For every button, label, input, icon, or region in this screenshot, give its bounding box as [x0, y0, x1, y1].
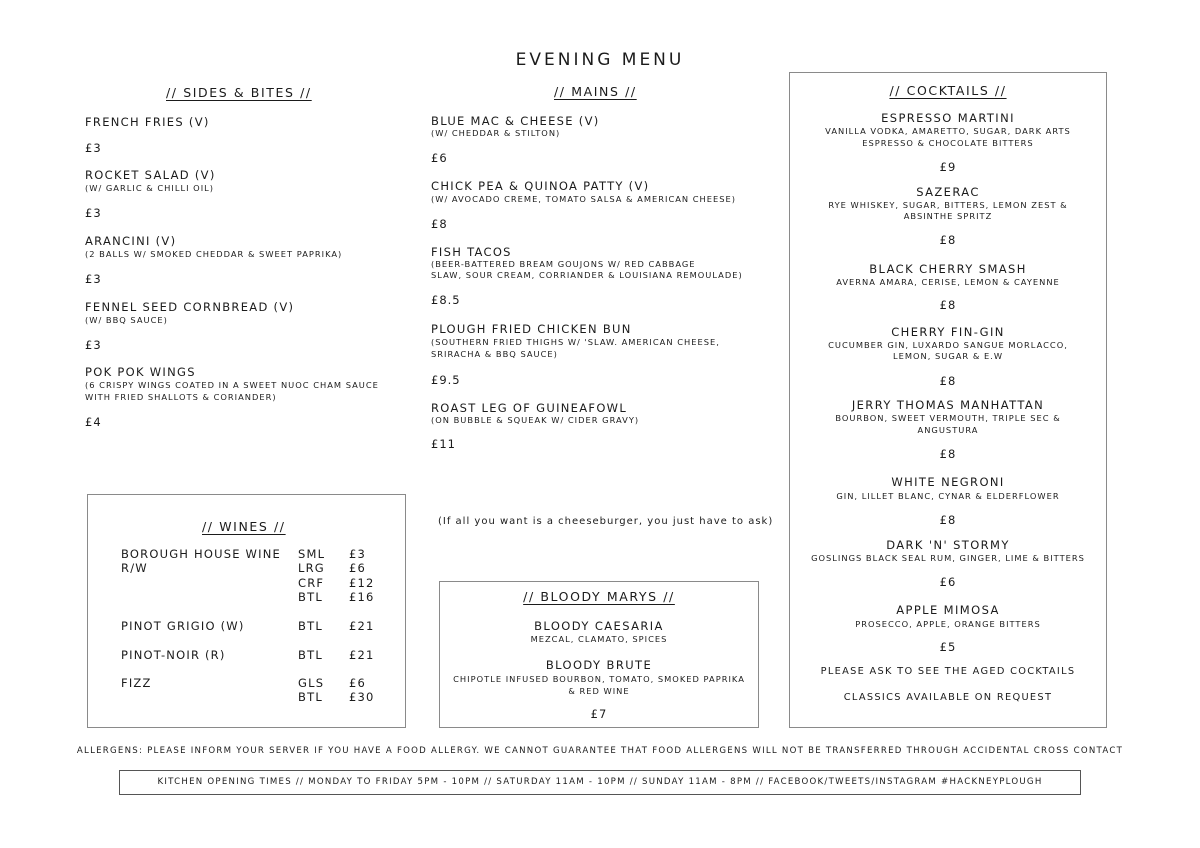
main-item-price: £6: [431, 151, 448, 165]
bloody-mary-desc: & RED WINE: [568, 686, 630, 696]
bloody-mary-name: BLOODY BRUTE: [545, 658, 653, 672]
side-item-desc: (6 CRISPY WINGS COATED IN A SWEET NUOC CHAM SAUCE: [85, 380, 379, 390]
cocktail-price: £8: [939, 298, 957, 312]
bloody-mary-desc: CHIPOTLE INFUSED BOURBON, TOMATO, SMOKED PAPRIKA: [453, 674, 745, 684]
cocktail-desc: LEMON, SUGAR & E.W: [892, 351, 1004, 361]
cocktail-name: JERRY THOMAS MANHATTAN: [851, 398, 1045, 412]
wine-size: BTL: [298, 619, 323, 633]
main-item-name: PLOUGH FRIED CHICKEN BUN: [431, 322, 632, 336]
wine-size: BTL: [298, 590, 323, 604]
wine-price: £12: [349, 576, 375, 590]
cocktail-price: £8: [939, 374, 957, 388]
cocktail-desc: ESPRESSO & CHOCOLATE BITTERS: [862, 138, 1034, 148]
cocktail-price: £5: [939, 640, 957, 654]
cocktail-name: DARK 'N' STORMY: [886, 538, 1010, 552]
allergens-notice: ALLERGENS: PLEASE INFORM YOUR SERVER IF YOU HAVE A FOOD ALLERGY. WE CANNOT GUARANTEE THAT FOOD ALLERGENS WILL NOT BE TRANSFERRED THROUGH ACCIDENTAL CROSS CONTACT: [76, 746, 1124, 756]
cocktail-desc: ABSINTHE SPRITZ: [903, 211, 993, 221]
cocktail-price: £8: [939, 233, 957, 247]
wine-size: LRG: [298, 561, 325, 575]
wine-price: £3: [349, 547, 367, 561]
cocktail-name: SAZERAC: [916, 185, 980, 199]
cocktail-desc: BOURBON, SWEET VERMOUTH, TRIPLE SEC &: [835, 413, 1061, 423]
cocktail-price: £8: [939, 447, 957, 461]
wine-size: SML: [298, 547, 326, 561]
bloody-mary-name: BLOODY CAESARIA: [534, 619, 664, 633]
main-item-desc: (ON BUBBLE & SQUEAK W/ CIDER GRAVY): [431, 415, 640, 425]
cocktail-name: CHERRY FIN-GIN: [891, 325, 1005, 339]
wine-name: FIZZ: [121, 676, 152, 690]
wine-price: £6: [349, 676, 367, 690]
wine-name: PINOT GRIGIO (W): [121, 619, 245, 633]
side-item-name: FRENCH FRIES (V): [85, 115, 210, 129]
kitchen-times: KITCHEN OPENING TIMES // MONDAY TO FRIDAY 5PM - 10PM // SATURDAY 11AM - 10PM // SUNDAY 11AM - 8PM // FACEBOOK/TWEETS/INSTAGRAM #HACKNEYPLOUGH: [157, 777, 1043, 787]
side-item-price: £3: [85, 338, 102, 352]
cocktail-desc: GOSLINGS BLACK SEAL RUM, GINGER, LIME & BITTERS: [811, 553, 1085, 563]
wine-price: £16: [349, 590, 375, 604]
cocktail-price: £9: [939, 160, 957, 174]
main-item-price: £8: [431, 217, 448, 231]
bloody-mary-desc: MEZCAL, CLAMATO, SPICES: [530, 634, 668, 644]
main-item-desc: (W/ AVOCADO CREME, TOMATO SALSA & AMERICAN CHEESE): [431, 194, 737, 204]
side-item-desc: (W/ BBQ SAUCE): [85, 315, 168, 325]
wines-heading: // WINES //: [202, 519, 286, 534]
wine-size: BTL: [298, 690, 323, 704]
mains-heading: // MAINS //: [554, 84, 637, 99]
side-item-price: £3: [85, 272, 102, 286]
side-item-price: £3: [85, 141, 102, 155]
wine-size: GLS: [298, 676, 325, 690]
side-item-price: £3: [85, 206, 102, 220]
cocktail-desc: ANGUSTURA: [917, 425, 979, 435]
main-item-desc: SRIRACHA & BBQ SAUCE): [431, 349, 558, 359]
bloody-marys-heading: // BLOODY MARYS //: [523, 589, 675, 604]
main-item-name: FISH TACOS: [431, 245, 512, 259]
page-title: EVENING MENU: [515, 50, 685, 70]
wine-name: BOROUGH HOUSE WINE: [121, 547, 281, 561]
wine-size: CRF: [298, 576, 325, 590]
cocktail-desc: RYE WHISKEY, SUGAR, BITTERS, LEMON ZEST &: [828, 200, 1068, 210]
side-item-name: ROCKET SALAD (V): [85, 168, 216, 182]
main-item-name: ROAST LEG OF GUINEAFOWL: [431, 401, 628, 415]
cocktail-price: £6: [939, 575, 957, 589]
main-item-desc: (SOUTHERN FRIED THIGHS W/ 'SLAW. AMERICAN CHEESE,: [431, 337, 720, 347]
cocktail-desc: GIN, LILLET BLANC, CYNAR & ELDERFLOWER: [836, 491, 1060, 501]
cheeseburger-note: (If all you want is a cheeseburger, you just have to ask): [438, 516, 774, 527]
side-item-desc: WITH FRIED SHALLOTS & CORIANDER): [85, 392, 277, 402]
side-item-name: FENNEL SEED CORNBREAD (V): [85, 300, 295, 314]
main-item-name: CHICK PEA & QUINOA PATTY (V): [431, 179, 650, 193]
cocktail-name: APPLE MIMOSA: [896, 603, 1000, 617]
cocktail-name: WHITE NEGRONI: [891, 475, 1005, 489]
wine-size: BTL: [298, 648, 323, 662]
side-item-desc: (W/ GARLIC & CHILLI OIL): [85, 183, 214, 193]
cocktail-desc: CUCUMBER GIN, LUXARDO SANGUE MORLACCO,: [828, 340, 1068, 350]
cocktail-name: BLACK CHERRY SMASH: [869, 262, 1027, 276]
wine-name: R/W: [121, 561, 148, 575]
sides-heading: // SIDES & BITES //: [166, 85, 312, 100]
main-item-desc: (BEER-BATTERED BREAM GOUJONS W/ RED CABBAGE: [431, 259, 696, 269]
wine-name: PINOT-NOIR (R): [121, 648, 226, 662]
main-item-desc: (W/ CHEDDAR & STILTON): [431, 128, 561, 138]
main-item-price: £9.5: [431, 373, 461, 387]
side-item-name: ARANCINI (V): [85, 234, 177, 248]
aged-cocktails-note: PLEASE ASK TO SEE THE AGED COCKTAILS: [820, 666, 1076, 677]
wine-price: £21: [349, 648, 375, 662]
side-item-price: £4: [85, 415, 102, 429]
main-item-price: £8.5: [431, 293, 461, 307]
wine-price: £21: [349, 619, 375, 633]
cocktails-heading: // COCKTAILS //: [889, 83, 1007, 98]
side-item-name: POK POK WINGS: [85, 365, 196, 379]
cocktail-price: £8: [939, 513, 957, 527]
main-item-desc: SLAW, SOUR CREAM, CORRIANDER & LOUISIANA REMOULADE): [431, 270, 743, 280]
classics-note: CLASSICS AVAILABLE ON REQUEST: [843, 692, 1053, 703]
bloody-mary-price: £7: [590, 707, 608, 721]
cocktail-desc: VANILLA VODKA, AMARETTO, SUGAR, DARK ARTS: [825, 126, 1071, 136]
cocktail-name: ESPRESSO MARTINI: [881, 111, 1015, 125]
cocktail-desc: AVERNA AMARA, CERISE, LEMON & CAYENNE: [836, 277, 1060, 287]
cocktail-desc: PROSECCO, APPLE, ORANGE BITTERS: [855, 619, 1041, 629]
wine-price: £30: [349, 690, 375, 704]
side-item-desc: (2 BALLS W/ SMOKED CHEDDAR & SWEET PAPRIKA): [85, 249, 343, 259]
wine-price: £6: [349, 561, 367, 575]
main-item-price: £11: [431, 437, 456, 451]
main-item-name: BLUE MAC & CHEESE (V): [431, 114, 600, 128]
